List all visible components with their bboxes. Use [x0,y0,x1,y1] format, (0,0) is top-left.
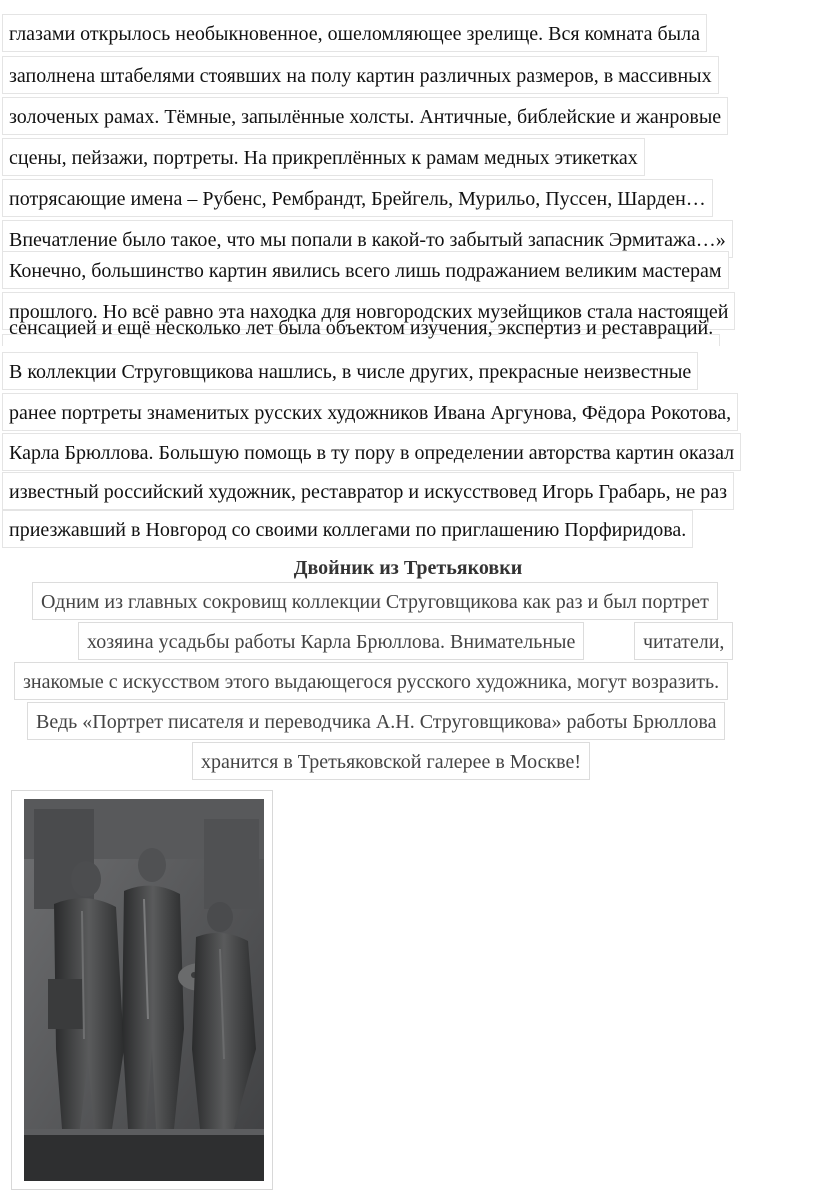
text-line: Конечно, большинство картин явились всего лишь подражанием великим мастерам [2,251,729,289]
text-line: ранее портреты знаменитых русских художников Ивана Аргунова, Фёдора Рокотова, [2,393,738,431]
text-line: В коллекции Струговщикова нашлись, в числе других, прекрасные неизвестные [2,352,698,390]
text-line-clipped-content: сенсацией и ещё несколько лет была объектом изучения, экспертиз и реставраций. [9,317,714,339]
sculpture-photo [11,790,273,1190]
text-line: прошлого. Но всё равно эта находка для новгородских музейщиков стала настоящей [2,292,735,330]
text-line: приезжавший в Новгород со своими коллегами по приглашению Порфиридова. [2,510,693,548]
text-line: глазами открылось необыкновенное, ошеломляющее зрелище. Вся комната была [2,14,707,52]
text-line: потрясающие имена – Рубенс, Рембрандт, Брейгель, Мурильо, Пуссен, Шарден… [2,179,713,217]
sculpture-image [24,799,264,1181]
section-title: Двойник из Третьяковки [293,557,523,579]
text-line: Одним из главных сокровищ коллекции Струговщикова как раз и был портрет [32,582,718,620]
text-line: известный российский художник, реставратор и искусствовед Игорь Грабарь, не раз [2,472,734,510]
text-line: Ведь «Портрет писателя и переводчика А.Н. Струговщикова» работы Брюллова [27,702,725,740]
text-line-clipped [2,317,720,346]
text-line: хранится в Третьяковской галерее в Москве! [192,742,590,780]
text-line: Карла Брюллова. Большую помощь в ту пору в определении авторства картин оказал [2,433,741,471]
text-line: знакомые с искусством этого выдающегося русского художника, могут возразить. [14,662,728,700]
text-line: сцены, пейзажи, портреты. На прикреплённых к рамам медных этикетках [2,138,645,176]
text-line: читатели, [634,622,733,660]
text-line: золоченых рамах. Тёмные, запылённые холсты. Античные, библейские и жанровые [2,97,728,135]
text-line: хозяина усадьбы работы Карла Брюллова. Внимательные [78,622,584,660]
text-line: Впечатление было такое, что мы попали в какой-то забытый запасник Эрмитажа…» [2,220,733,258]
text-line: заполнена штабелями стоявших на полу картин различных размеров, в массивных [2,56,719,94]
